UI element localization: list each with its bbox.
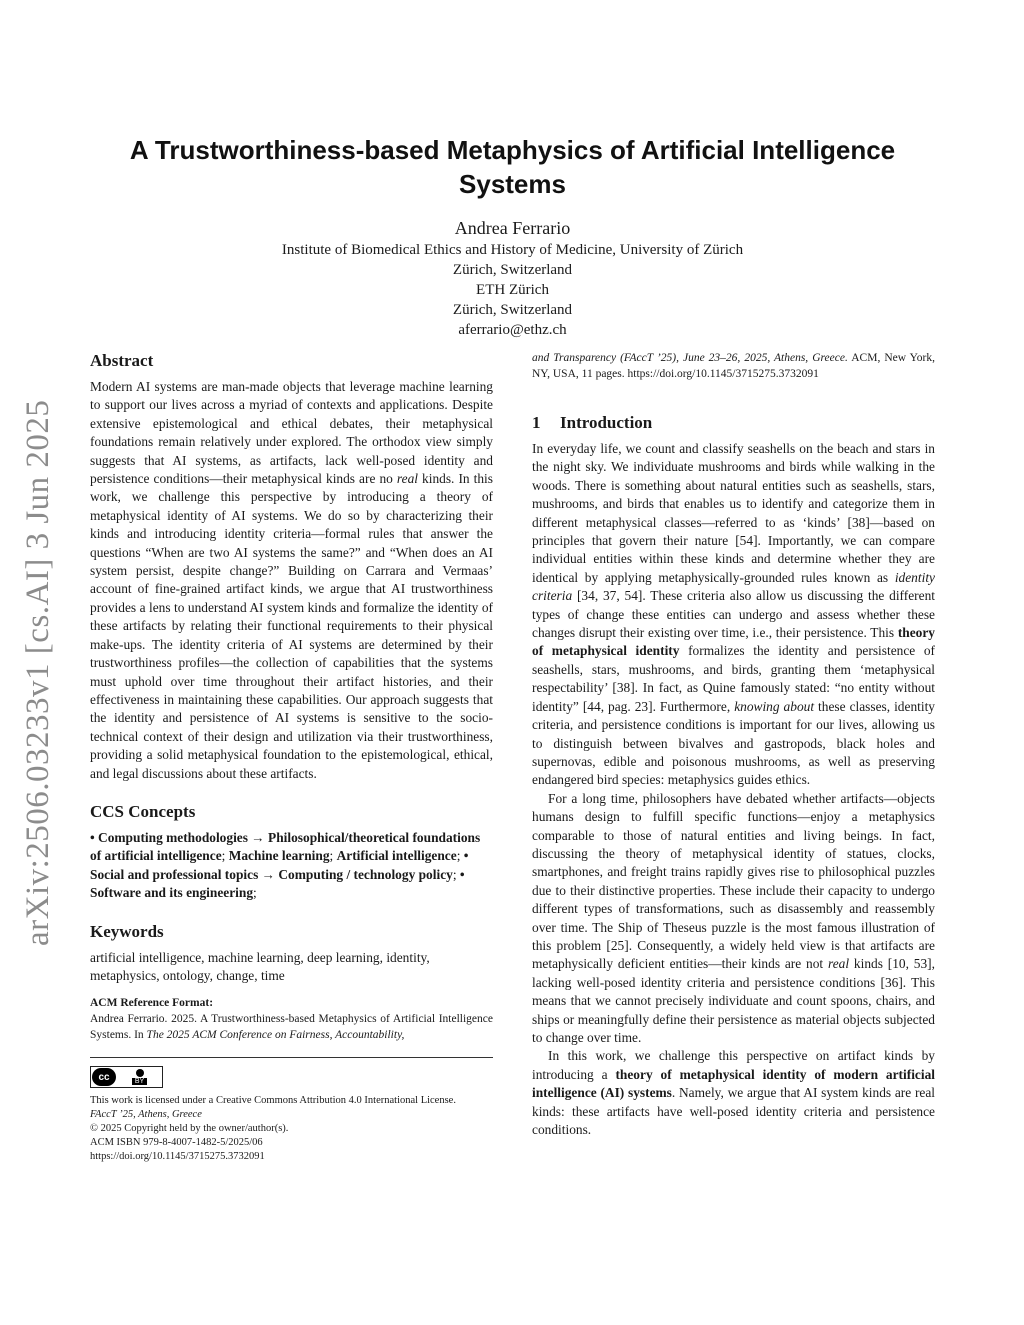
keywords-text: artificial intelligence, machine learning, deep learning, identity, metaphysics, ontology, change, time [90,949,430,983]
intro-paragraph-2: For a long time, philosophers have debated whether artifacts—objects humans design to fulfill specific functions—enjoy a metaphysics comparable to those of natural entities and living beings. In fact, discussing the theory of metaphysical identity of statues, clocks, smartphones, and freight trains rapidly gives rise to philosophical puzzles due to their distinctive properties. These include their capacity to undergo different types of transformations, such as disassembly and reassembly over time. The Ship of Theseus puzzle is the most famous illustration of this problem [25]. Consequently, a widely held view is that artifacts are metaphysically deficient entities—their kinds are not real kinds [10, 53], lacking well-posed identity criteria and persistence conditions [36]. This means that we cannot precisely individuate and count spoons, chairs, and ships or meaningfully define their persistence as material objects subjected to change over time. [532,790,935,1045]
acm-ref-text: Andrea Ferrario. 2025. A Trustworthiness-based Metaphysics of Artificial Intelligence Systems. In The 2025 ACM Conference on Fairness, Accountability, [90,1013,493,1042]
intro-body [532,440,935,1139]
doi-line[interactable]: https://doi.org/10.1145/3715275.3732091 [90,1151,265,1163]
license-info [90,1094,493,1164]
footnote-divider [90,1057,493,1058]
author-location-2: Zürich, Switzerland [452,302,573,318]
acm-ref-heading: ACM Reference Format: [90,997,214,1010]
author-email[interactable]: aferrario@ethz.ch [458,322,567,338]
intro-paragraph-3: In this work, we challenge this perspective on artifact kinds by introducing a theory of metaphysical identity of modern artificial intelligence (AI) systems. Namely, we argue that AI system kinds are real kinds: these artifacts have well-posed identity criteria and persistence conditions. [532,1048,936,1138]
author-affiliation: Institute of Biomedical Ethics and History of Medicine, University of Zürich [281,242,744,258]
keywords-heading: Keywords [90,921,164,941]
arxiv-stamp: arXiv:2506.03233v1 [cs.AI] 3 Jun 2025 [20,399,56,946]
ccs-heading: CCS Concepts [90,801,196,821]
author-affiliation-2: ETH Zürich [476,282,549,298]
isbn-line: ACM ISBN 979-8-4007-1482-5/2025/06 [90,1137,263,1149]
paper-title: A Trustworthiness-based Metaphysics of Artificial Intelligence Systems [129,135,896,199]
abstract-body: Modern AI systems are man-made objects that leverage machine learning to support our lives across a myriad of contexts and applications. Despite extensive epistemological and ethical debates, their metaphysical foundations remain relatively under explored. The orthodox view simply suggests that AI systems, as artifacts, lack well-posed identity and persistence conditions—their metaphysical kinds are no real kinds. In this work, we challenge this perspective by introducing a theory of metaphysical identity of AI systems. We do so by characterizing their kinds and introducing identity criteria—formal rules that answer the questions “When are two AI systems the same?” and “When does an AI system persist, despite change?” Building on Carrara and Vermaas’ account of fine-grained artifact kinds, we argue that AI trustworthiness provides a lens to understand AI system kinds and formalize the identity of these artifacts by relating their functional requirements to their physical make-ups. The identity criteria of AI systems are determined by their trustworthiness profiles—the collection of capabilities that the systems must uphold over time throughout their artifact histories, and their effectiveness in maintaining these capabilities. Our approach suggests that the identity and persistence of AI systems is sensitive to the socio-technical context of their design and utilization via their trustworthiness, providing a solid metaphysical foundation to the epistemological, ethical, and legal discussions about these artifacts. [90,379,493,781]
ccs-concepts: • Computing methodologies → Philosophical/theoretical foundations of artificial intelligence; Machine learning; Artificial intelligence; • Social and professional topics → Computing / technology policy; • Software and its engineering; [90,829,481,901]
license-line: This work is licensed under a Creative Commons Attribution 4.0 International License. [90,1095,456,1107]
right-column [532,350,935,1139]
left-column [90,350,493,1164]
by-label: BY [132,1078,147,1085]
author-block [90,216,935,340]
intro-paragraph-1: In everyday life, we count and classify seashells on the beach and stars in the night sky. We individuate mushrooms and birds while walking in the woods. There is something about natural entities such as seashells, stars, mushrooms, and birds that enables us to identify and categorize them in different metaphysical classes—referred to as ‘kinds’ [38]—based on principles that govern their nature [54]. Importantly, we can compare individual entities within these kinds and determine whether they are identical by applying metaphysically-grounded rules known as identity criteria [34, 37, 54]. These criteria also allow us discussing the different types of change these entities can undergo and assess whether these changes disrupt their existing over time, i.e., their persistence. This theory of metaphysical identity formalizes the identity and persistence of seashells, stars, mushrooms, and birds, granting them ‘metaphysical respectability’ [38]. In fact, as Quine famously stated: “no entity without identity” [44, pag. 23]. Furthermore, knowing about these classes, identity criteria, and persistence conditions is important for our lives, allowing us to distinguish between bivalves and gastropods, black holes and supernovas, edible and poisonous mushrooms, as well as preserving endangered bird species: metaphysics guides ethics. [532,441,936,788]
cc-icon: cc [92,1068,116,1086]
copyright-line: © 2025 Copyright held by the owner/author(s). [90,1123,289,1135]
cc-by-license-icon[interactable] [90,1066,163,1088]
author-location: Zürich, Switzerland [452,262,573,278]
acm-ref-continued: and Transparency (FAccT ’25), June 23–26, 2025, Athens, Greece. ACM, New York, NY, USA, 11 pages. https://doi.org/10.1145/3715275.3732091 [532,352,935,380]
abstract-heading: Abstract [90,351,154,370]
person-icon [136,1069,144,1077]
venue-line: FAccT ’25, Athens, Greece [90,1109,202,1121]
intro-heading: 1 Introduction [532,413,653,432]
author-name: Andrea Ferrario [454,218,571,238]
